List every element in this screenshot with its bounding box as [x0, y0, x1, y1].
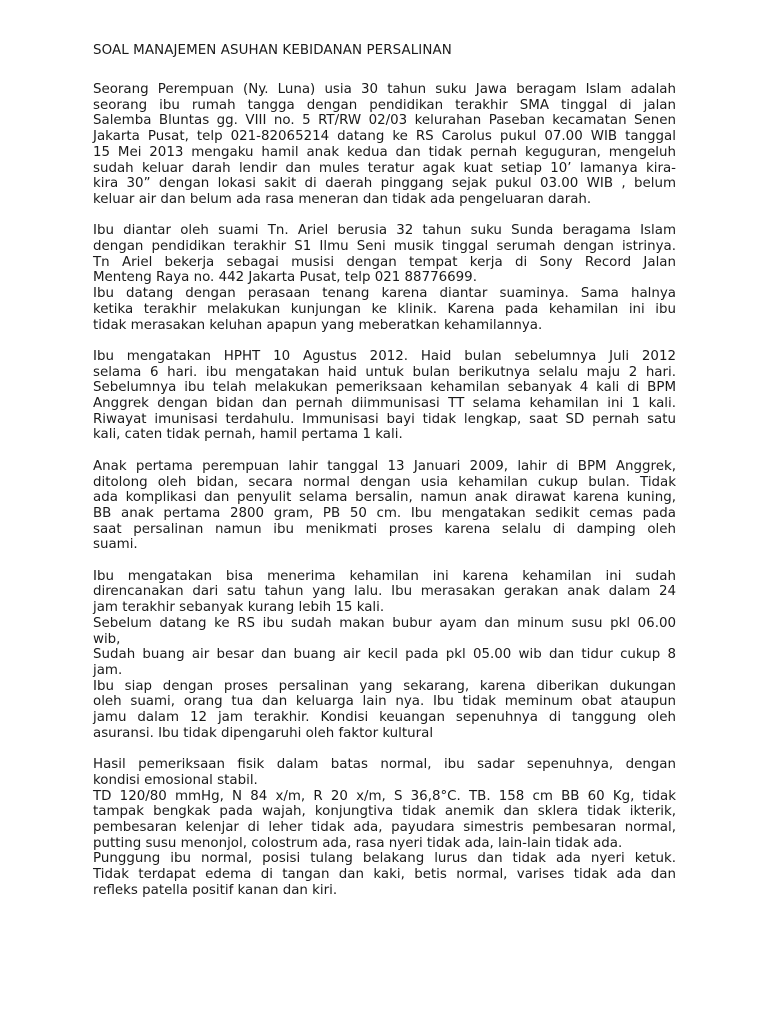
paragraph-line: Hasil pemeriksaan fisik dalam batas normal, ibu sadar sepenuhnya, dengan	[93, 757, 676, 773]
paragraph-3	[93, 349, 676, 443]
paragraph-line: Seorang Perempuan (Ny. Luna) usia 30 tahun suku Jawa beragam Islam adalah	[93, 82, 676, 97]
paragraph-line: TD 120/80 mmHg, N 84 x/m, R 20 x/m, S 36,8°C. TB. 158 cm BB 60 Kg, tidak	[93, 788, 676, 804]
paragraph-1	[93, 82, 676, 208]
paragraph-line: Ibu datang dengan perasaan tenang karena diantar suaminya. Sama halnya	[93, 286, 676, 302]
paragraph-line: Salemba Bluntas gg. VIII no. 5 RT/RW 02/03 kelurahan Paseban kecamatan Senen	[93, 113, 676, 129]
paragraph-line: oleh suami, orang tua dan keluarga lain nya. Ibu tidak meminum obat ataupun	[93, 694, 676, 710]
paragraph-line: Sebelum datang ke RS ibu sudah makan bubur ayam dan minum susu pkl 06.00	[93, 615, 676, 631]
paragraph-line: kondisi emosional stabil.	[93, 772, 258, 788]
paragraph-line: putting susu menonjol, colostrum ada, rasa nyeri tidak ada, lain-lain tidak ada.	[93, 835, 623, 851]
paragraph-line: Menteng Raya no. 442 Jakarta Pusat, telp 021 88776699.	[93, 270, 477, 286]
paragraph-line: ditolong oleh bidan, secara normal dengan usia kehamilan cukup bulan. Tidak	[93, 474, 676, 490]
paragraph-line: jam.	[93, 662, 123, 678]
paragraph-2	[93, 223, 676, 333]
paragraph-line: Anggrek dengan bidan dan pernah diimmunisasi TT selama kehamilan ini 1 kali.	[93, 396, 676, 412]
paragraph-4	[93, 459, 676, 553]
paragraph-line: 15 Mei 2013 mengaku hamil anak kedua dan tidak pernah keguguran, mengeluh	[93, 144, 676, 160]
paragraph-line: Sudah buang air besar dan buang air kecil pada pkl 05.00 wib dan tidur cukup 8	[93, 647, 676, 663]
paragraph-line: BB anak pertama 2800 gram, PB 50 cm. Ibu mengatakan sedikit cemas pada	[93, 505, 676, 521]
paragraph-line: jam terakhir sebanyak kurang lebih 15 kali.	[93, 600, 385, 616]
paragraph-line: selama 6 hari. ibu mengatakan haid untuk bulan berikutnya selalu maju 2 hari.	[93, 364, 676, 380]
paragraph-line: pembesaran kelenjar di leher tidak ada, payudara simestris pembesaran normal,	[93, 819, 676, 835]
paragraph-line: dengan pendidikan terakhir S1 Ilmu Seni musik tinggal serumah dengan istrinya.	[93, 239, 676, 255]
paragraph-line: Tidak terdapat edema di tangan dan kaki, betis normal, varises tidak ada dan	[93, 867, 676, 883]
paragraph-line: Jakarta Pusat, telp 021-82065214 datang ke RS Carolus pukul 07.00 WIB tanggal	[93, 129, 676, 145]
paragraph-line: suami.	[93, 537, 138, 553]
paragraph-line: seorang ibu rumah tangga dengan pendidikan terakhir SMA tinggal di jalan	[93, 97, 676, 113]
paragraph-line: Ibu mengatakan HPHT 10 Agustus 2012. Haid bulan sebelumnya Juli 2012	[93, 348, 676, 364]
paragraph-line: keluar air dan belum ada rasa meneran dan tidak ada pengeluaran darah.	[93, 191, 592, 207]
paragraph-line: kira 30” dengan lokasi sakit di daerah pinggang sejak pukul 03.00 WIB , belum	[93, 176, 676, 192]
paragraph-line: kali, caten tidak pernah, hamil pertama 1 kali.	[93, 427, 403, 443]
paragraph-6	[93, 757, 676, 898]
paragraph-5	[93, 569, 676, 742]
paragraph-line: Riwayat imunisasi terdahulu. Immunisasi bayi tidak lengkap, saat SD pernah satu	[93, 411, 676, 427]
paragraph-line: Punggung ibu normal, posisi tulang belakang lurus dan tidak ada nyeri ketuk.	[93, 851, 676, 867]
paragraph-line: jamu dalam 12 jam terakhir. Kondisi keuangan sepenuhnya di tanggung oleh	[93, 710, 676, 726]
document-title: SOAL MANAJEMEN ASUHAN KEBIDANAN PERSALINAN	[93, 43, 452, 58]
paragraph-line: Sebelumnya ibu telah melakukan pemeriksaan kehamilan sebanyak 4 kali di BPM	[93, 380, 676, 396]
paragraph-line: ada komplikasi dan penyulit selama bersalin, namun anak dirawat karena kuning,	[93, 490, 676, 506]
paragraph-line: sudah keluar darah lendir dan mules teratur agak kuat setiap 10’ lamanya kira-	[93, 160, 676, 176]
paragraph-line: refleks patella positif kanan dan kiri.	[93, 882, 338, 898]
paragraph-line: saat persalinan namun ibu menikmati proses karena selalu di damping oleh	[93, 521, 676, 537]
paragraph-line: tidak merasakan keluhan apapun yang meberatkan kehamilannya.	[93, 317, 543, 333]
paragraph-line: Anak pertama perempuan lahir tanggal 13 Januari 2009, lahir di BPM Anggrek,	[93, 458, 676, 474]
paragraph-line: ketika terakhir melakukan kunjungan ke klinik. Karena pada kehamilan ini ibu	[93, 301, 676, 317]
paragraph-line: wib,	[93, 631, 121, 647]
paragraph-line: Tn Ariel bekerja sebagai musisi dengan tempat kerja di Sony Record Jalan	[93, 254, 676, 270]
paragraph-line: Ibu siap dengan proses persalinan yang sekarang, karena diberikan dukungan	[93, 678, 676, 694]
paragraph-line: Ibu diantar oleh suami Tn. Ariel berusia 32 tahun suku Sunda beragama Islam	[93, 223, 676, 239]
paragraph-line: tampak bengkak pada wajah, konjungtiva tidak anemik dan sklera tidak ikterik,	[93, 804, 676, 820]
paragraph-line: asuransi. Ibu tidak dipengaruhi oleh faktor kultural	[93, 725, 434, 741]
document-body	[93, 82, 676, 914]
paragraph-line: direncanakan dari satu tahun yang lalu. Ibu merasakan gerakan anak dalam 24	[93, 584, 676, 600]
paragraph-line: Ibu mengatakan bisa menerima kehamilan ini karena kehamilan ini sudah	[93, 568, 676, 584]
